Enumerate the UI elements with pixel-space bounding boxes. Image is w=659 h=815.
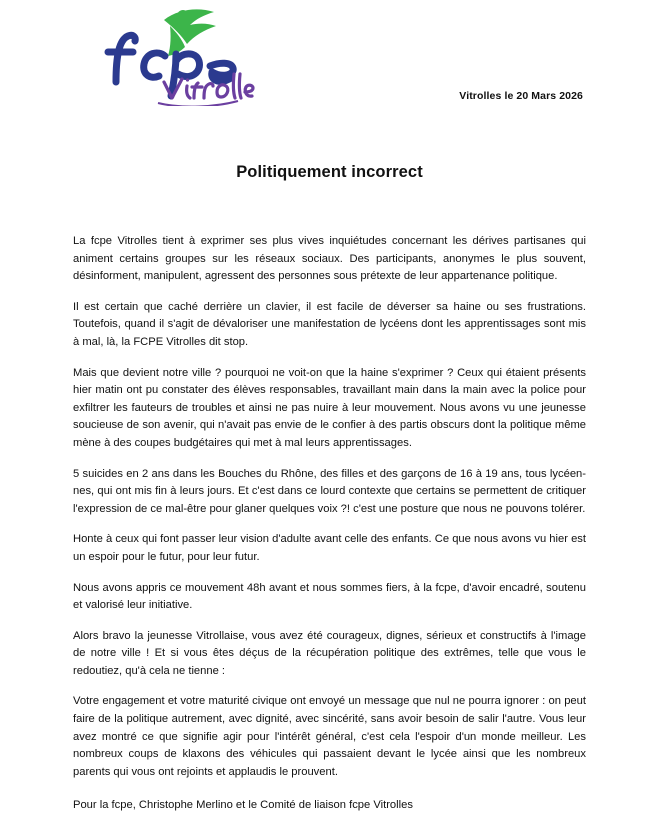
fcpe-logo <box>86 6 256 106</box>
page-title: Politiquement incorrect <box>236 163 423 181</box>
signature-line: Pour la fcpe, Christophe Merlino et le Comité de liaison fcpe Vitrolles <box>73 799 413 812</box>
paragraph: Honte à ceux qui font passer leur vision d'adulte avant celle des enfants. Ce que nous avons vu hier est un espoir pour le futur, pour leur futur. <box>73 533 586 563</box>
paragraph: Mais que devient notre ville ? pourquoi ne voit-on que la haine s'exprimer ? Ceux qui étaient présents hier matin ont pu constater des élèves responsables, travaillant main dans la main avec la police pour exfiltrer les fauteurs de troubles et ainsi ne pas nuire à leur mouvement. Nous avons vu une jeunesse soucieuse de son avenir, qui n'avait pas envie de le confier à des partis obscurs dont la politique même mène à des coupes budgétaires qui met à mal leurs apprentissages. <box>73 366 586 449</box>
paragraph: 5 suicides en 2 ans dans les Bouches du Rhône, des filles et des garçons de 16 à 19 ans, tous lycéen-nes, qui ont mis fin à leurs jours. Et c'est dans ce lourd contexte que certains se permettent de critiquer l'expression de ce mal-être pour glaner quelques voix ?! c'est une posture que nous ne pouvons tolérer. <box>73 467 586 515</box>
paragraph: Il est certain que caché derrière un clavier, il est facile de déverser sa haine ou ses frustrations. Toutefois, quand il s'agit de dévaloriser une manifestation de lycéens dont les apprentissages sont mis à mal, là, la FCPE Vitrolles dit stop. <box>73 300 586 348</box>
paragraph: Alors bravo la jeunesse Vitrollaise, vous avez été courageux, dignes, sérieux et constructifs à l'image de notre ville ! Et si vous êtes déçus de la récupération politique des extrêmes, telle que vous le redoutiez, qu'à cela ne tienne : <box>73 629 586 677</box>
paragraph: La fcpe Vitrolles tient à exprimer ses plus vives inquiétudes concernant les dérives partisanes qui animent certains groupes sur les réseaux sociaux. Des participants, anonymes le plus souvent, désinforment, manipulent, agressent des personnes sous prétexte de leur appartenance politique. <box>73 235 586 283</box>
date-line: Vitrolles le 20 Mars 2026 <box>459 90 583 102</box>
paragraph: Nous avons appris ce mouvement 48h avant et nous sommes fiers, à la fcpe, d'avoir encadré, soutenu et valorisé leur initiative. <box>73 581 586 612</box>
paragraph: Votre engagement et votre maturité civique ont envoyé un message que nul ne pourra ignorer : on peut faire de la politique autrement, avec dignité, avec sincérité, sans avoir besoin de salir l'autre. Vous leur avez montré ce que signifie agir pour l'intérêt général, c'est cela l'espoir d'un monde meilleur. Les nombreux coups de klaxons des véhicules qui passaient devant le lycée ainsi que les nombreux parents qui vous ont rejoints et applaudis le prouvent. <box>73 695 586 778</box>
document-body <box>73 233 586 815</box>
